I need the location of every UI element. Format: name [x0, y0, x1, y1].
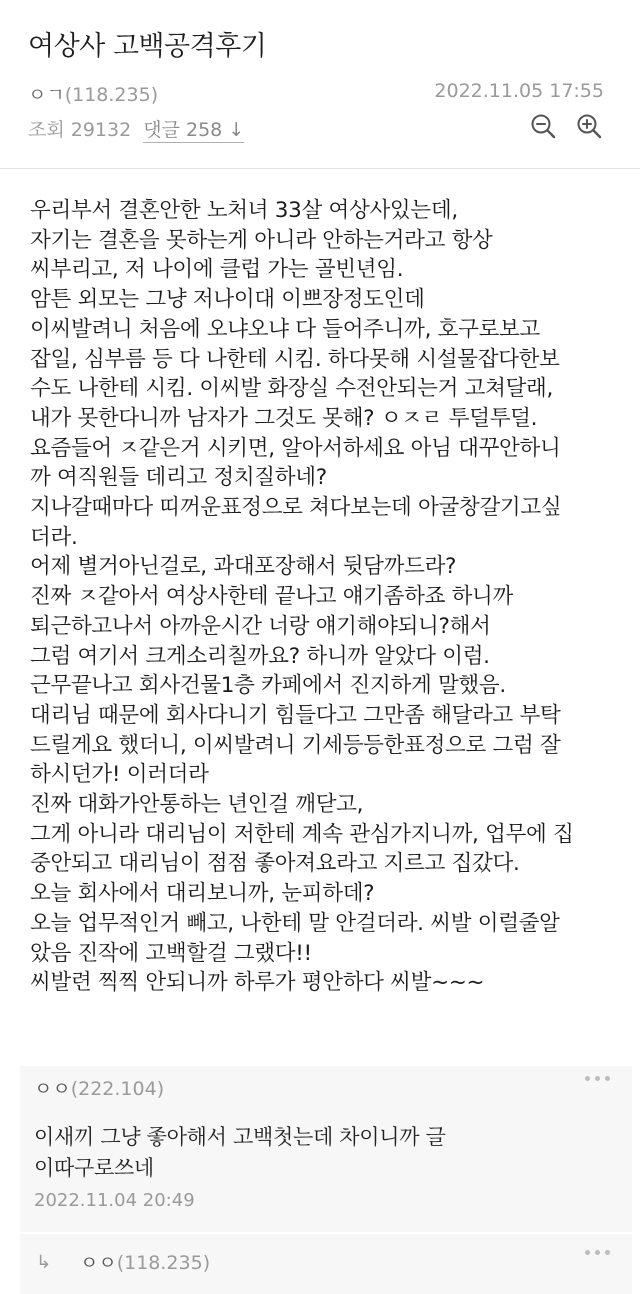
post-body-line: 중안되고 대리님이 점점 좋아져요라고 지르고 집갔다.	[30, 851, 520, 877]
post-body-line: 어제 별거아닌걸로, 과대포장해서 뒷담까드라?	[30, 554, 457, 580]
reply-author[interactable]	[80, 1248, 210, 1275]
post-author[interactable]	[28, 84, 158, 106]
post-meta-stats-row	[28, 115, 604, 142]
more-dots-icon[interactable]	[585, 1250, 610, 1255]
arrow-down-icon: ↓	[228, 119, 245, 141]
zoom-in-icon	[576, 113, 602, 139]
post-body-line: 진짜 대화가안통하는 년인걸 깨닫고,	[30, 792, 364, 818]
post-body-line: 잡일, 심부름 등 다 나한테 시킴. 하다못해 시설물잡다한보	[30, 346, 560, 372]
comment-author-ip: (222.104)	[70, 1078, 165, 1100]
reply-item	[20, 1234, 632, 1294]
post-body-line: 았음 진작에 고백할걸 그랬다!!	[30, 940, 312, 966]
zoom-out-icon	[530, 113, 556, 139]
comment-text-line: 이새끼 그냥 좋아해서 고백첫는데 차이니까 글	[34, 1125, 446, 1149]
post-body-line: 씨발련 찍찍 안되니까 하루가 평안하다 씨발~~~	[30, 970, 485, 996]
post-body-line: 씨부리고, 저 나이에 클럽 가는 골빈년임.	[30, 257, 404, 283]
post-body-line: 하시던가! 이러더라	[30, 762, 209, 788]
comment-count-link[interactable]	[143, 119, 244, 143]
post-body-line: 오늘 업무적인거 빼고, 나한테 말 안걸더라. 씨발 이럴줄알	[30, 910, 560, 936]
comment-date: 2022.11.04 20:49	[34, 1190, 195, 1211]
post-body-line: 드릴게요 했더니, 이씨발려니 기세등등한표정으로 그럼 잘	[30, 732, 561, 758]
reply-author-nick: ㅇㅇ	[80, 1252, 117, 1274]
post-date: 2022.11.05 17:55	[434, 80, 604, 102]
post-title: 여상사 고백공격후기	[28, 31, 267, 62]
post-body-line: 근무끝나고 회사건물1층 카페에서 진지하게 말했음.	[30, 673, 506, 699]
post-body-line: 이씨발려니 처음에 오냐오냐 다 들어주니까, 호구로보고	[30, 316, 540, 342]
comment-text	[34, 1122, 594, 1184]
view-count: 조회 29132	[28, 119, 132, 141]
comment-text-line: 이따구로쓰네	[34, 1156, 154, 1180]
post-body-line: 오늘 회사에서 대리보니까, 눈피하데?	[30, 881, 375, 907]
zoom-out-button[interactable]	[528, 111, 558, 141]
post-body-line: 내가 못한다니까 남자가 그것도 못해? ㅇㅈㄹ 투덜투덜.	[30, 405, 538, 431]
post-body-line: 퇴근하고나서 아까운시간 너랑 얘기해야되니?해서	[30, 613, 491, 639]
comment-count-label: 댓글 258	[143, 119, 223, 141]
comment-item	[20, 1066, 632, 1232]
header-divider	[0, 168, 640, 169]
comment-author[interactable]	[34, 1074, 164, 1101]
post-body-line: 진짜 ㅈ같아서 여상사한테 끝나고 얘기좀하죠 하니까	[30, 584, 513, 610]
post-body-line: 우리부서 결혼안한 노처녀 33살 여상사있는데,	[30, 198, 458, 223]
zoom-in-button[interactable]	[574, 111, 604, 141]
zoom-controls	[528, 111, 604, 141]
comment-author-nick: ㅇㅇ	[34, 1078, 71, 1100]
post-body-line: 암튼 외모는 그냥 저나이대 이쁘장정도인데	[30, 287, 425, 313]
post-author-nick: ㅇㄱ	[28, 84, 65, 106]
post-author-ip: (118.235)	[64, 84, 159, 106]
post-body-line: 지나갈때마다 띠꺼운표정으로 쳐다보는데 아굴창갈기고싶	[30, 495, 562, 521]
post-meta-author-row	[28, 80, 604, 107]
reply-author-ip: (118.235)	[116, 1252, 211, 1274]
post-body-line: 까 여직원들 데리고 정치질하네?	[30, 465, 327, 491]
post-body-line: 더라.	[30, 524, 78, 550]
post-body-line: 수도 나한테 시킴. 이씨발 화장실 수전안되는거 고쳐달래,	[30, 376, 554, 402]
post-body-line: 그럼 여기서 크게소리칠까요? 하니까 알았다 이럼.	[30, 643, 490, 669]
post-body-line: 요즘들어 ㅈ같은거 시키면, 알아서하세요 아님 대꾸안하니	[30, 435, 561, 461]
reply-arrow-icon: ↳	[36, 1252, 52, 1273]
more-dots-icon[interactable]	[585, 1076, 610, 1081]
post-header	[0, 0, 640, 170]
post-body	[30, 196, 620, 998]
post-body-line: 자기는 결혼을 못하는게 아니라 안하는거라고 항상	[30, 227, 493, 253]
post-body-line: 대리님 때문에 회사다니기 힘들다고 그만좀 해달라고 부탁	[30, 702, 561, 728]
post-body-line: 그게 아니라 대리님이 저한테 계속 관심가지니까, 업무에 집	[30, 821, 574, 847]
